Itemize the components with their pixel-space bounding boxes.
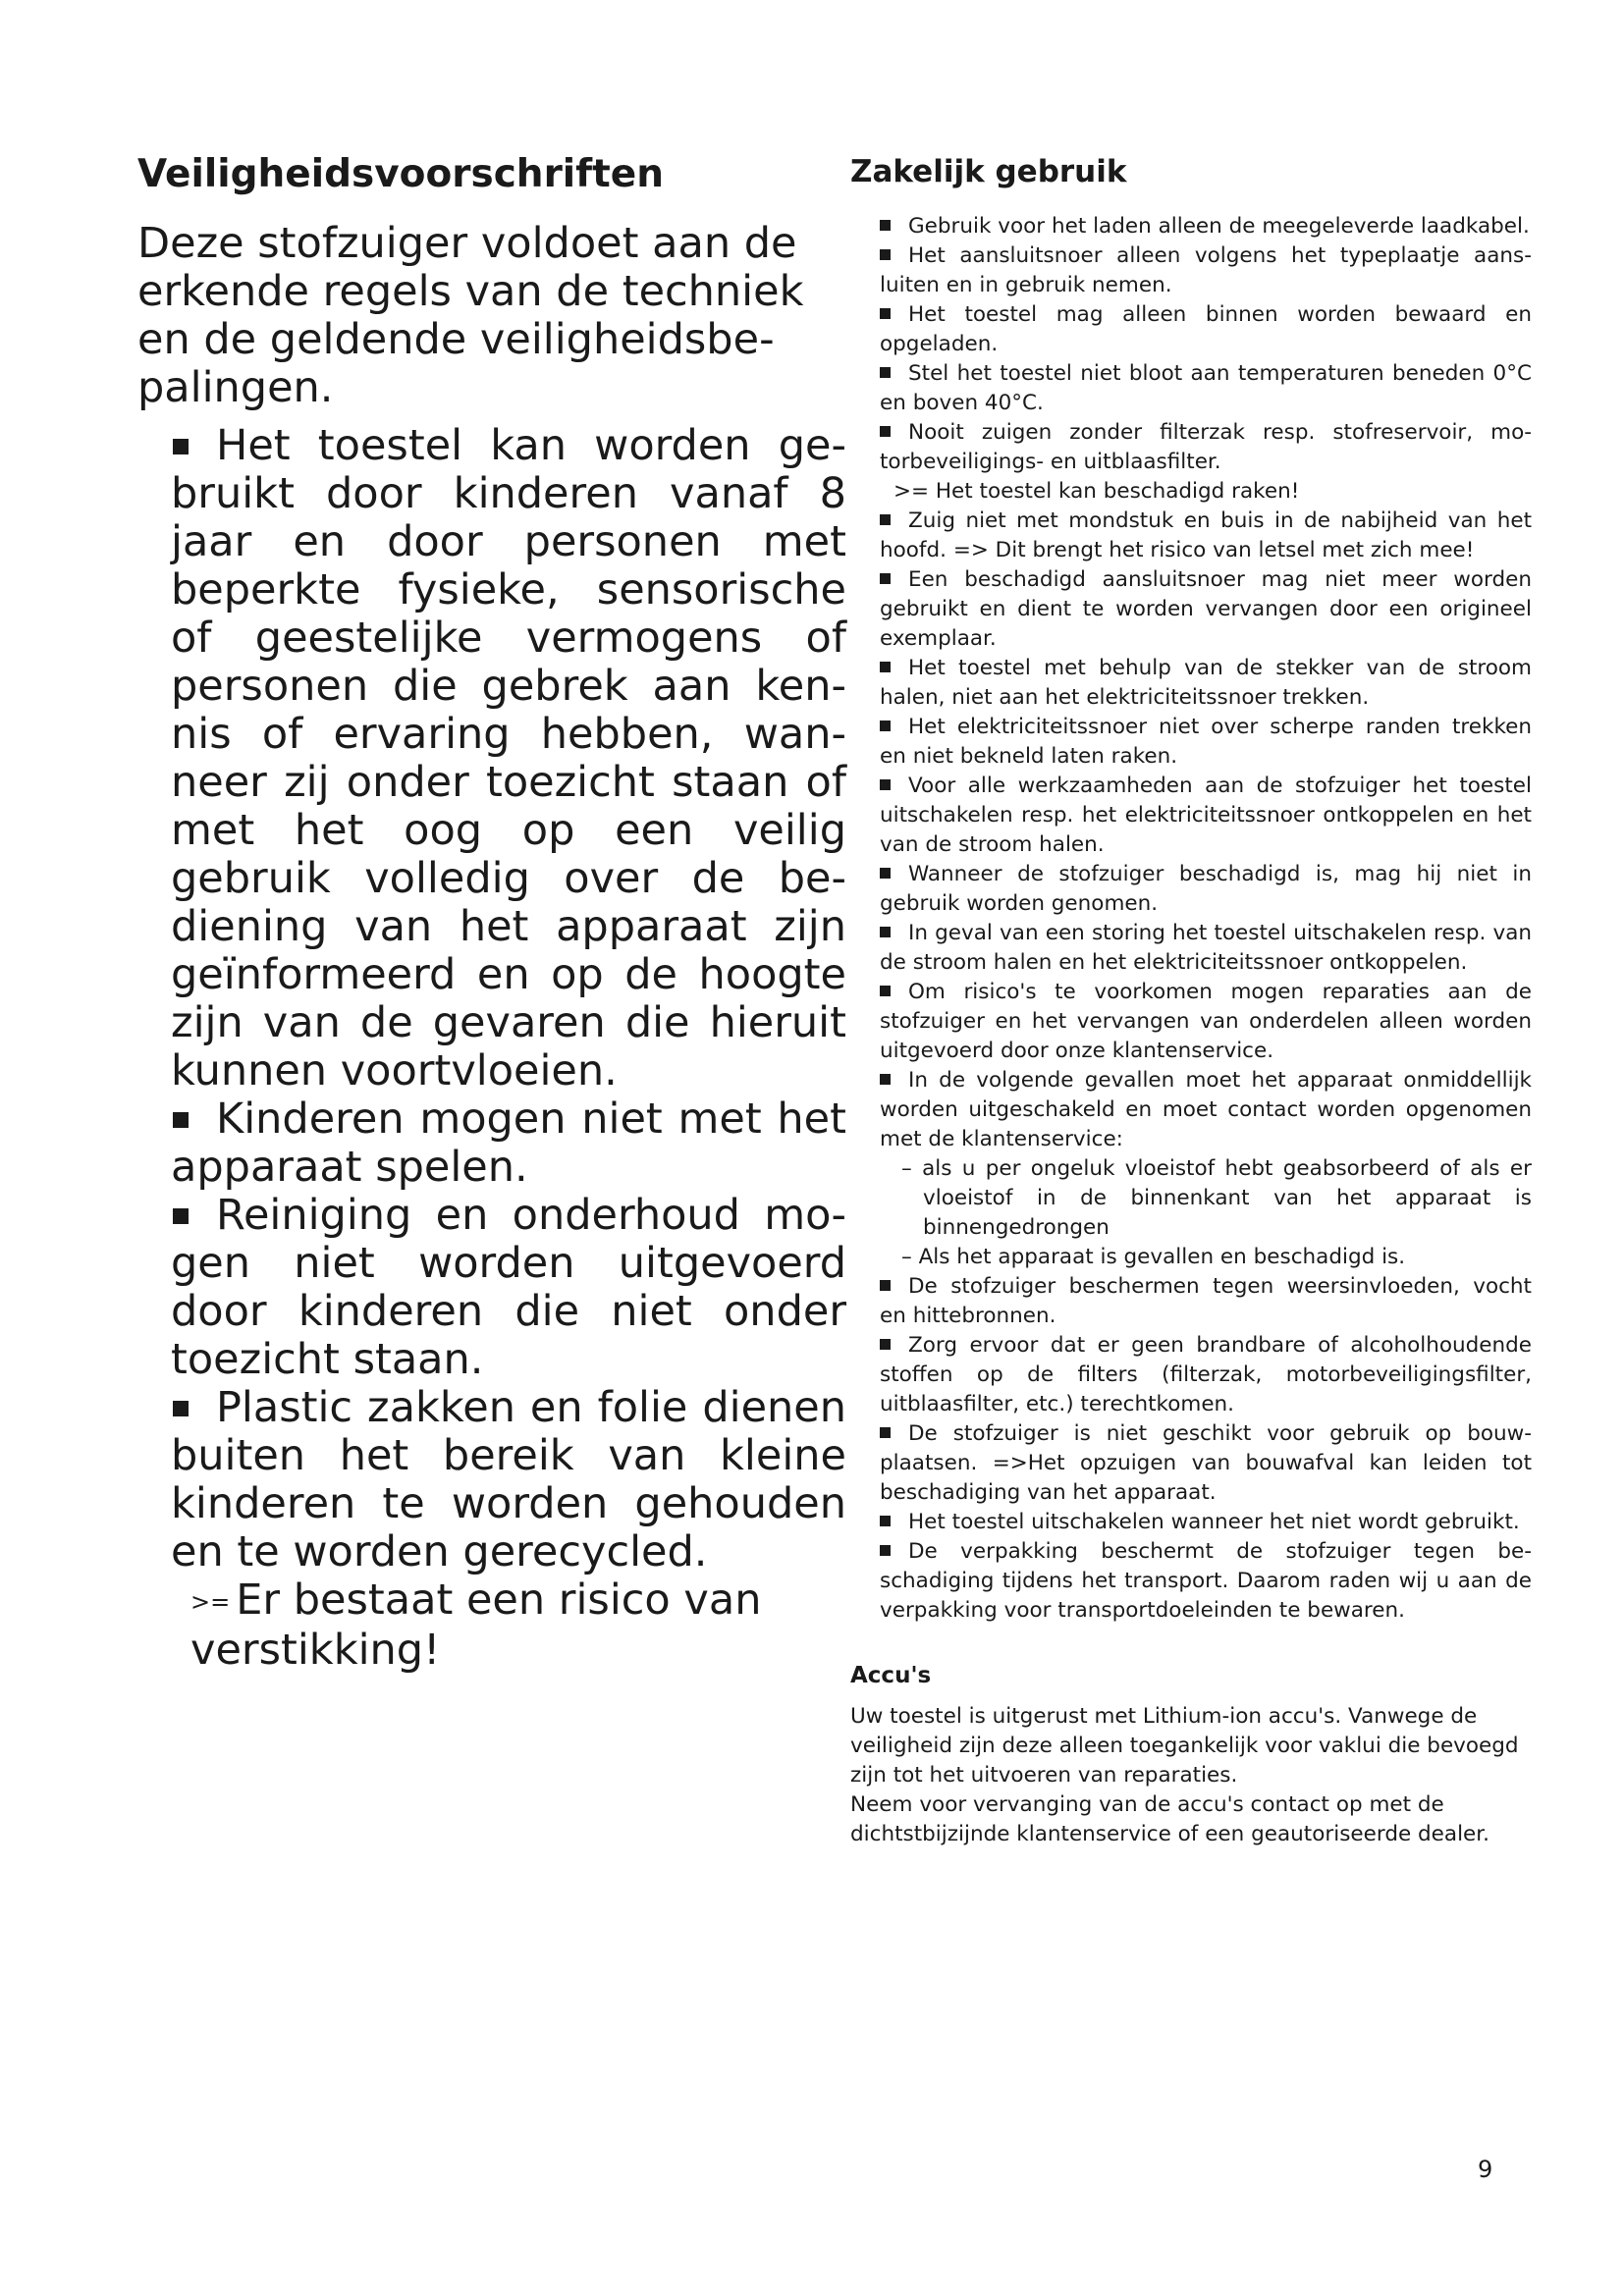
list-item: Het toestel met behulp van de stekker van de stroom halen, niet aan het elektriciteitssnoer trekken. — [880, 656, 1532, 711]
right-column — [850, 154, 1532, 1849]
warning-note: >= Er bestaat een risico van verstikking! — [190, 1575, 762, 1675]
warning-note: >= Het toestel kan beschadigd raken! — [893, 479, 1300, 505]
section-heading-business-use: Zakelijk gebruik — [850, 154, 1127, 189]
list-item: Nooit zuigen zonder filterzak resp. stofreservoir, motorbeveiligings- en uitblaasfilter. — [880, 420, 1532, 475]
list-item: Het elektriciteitssnoer niet over scherpe randen trekken en niet bekneld laten raken. — [880, 715, 1532, 770]
bullet-square-icon — [880, 721, 891, 731]
list-item: Om risico's te voorkomen mogen reparaties aan de stofzuiger en het vervangen van onderdelen alleen worden uitgevoerd door onze klantenservice. — [880, 980, 1532, 1064]
bullet-square-icon — [880, 249, 891, 260]
bullet-square-icon — [880, 1339, 891, 1350]
bullet-square-icon — [880, 1545, 891, 1556]
list-item: Wanneer de stofzuiger beschadigd is, mag hij niet in gebruik worden genomen. — [880, 862, 1532, 917]
bullet-square-icon — [173, 1401, 189, 1416]
list-item: In geval van een storing het toestel uitschakelen resp. van de stroom halen en het elektriciteitssnoer ontkoppelen. — [880, 921, 1532, 976]
section-heading-batteries: Accu's — [850, 1663, 932, 1689]
list-item: Reiniging en onderhoud mogen niet worden uitgevoerd door kinderen die niet onder toezicht staan. — [171, 1190, 846, 1384]
bullet-square-icon — [880, 779, 891, 790]
batteries-paragraph: Uw toestel is uitgerust met Lithium-ion accu's. Vanwege de veiligheid zijn deze alleen toegankelijk voor vaklui die bevoegd zijn tot het uitvoeren van reparaties. — [850, 1704, 1519, 1789]
bullet-square-icon — [173, 1112, 189, 1128]
list-item: De verpakking beschermt de stofzuiger tegen beschadiging tijdens het transport. Daarom raden wij u aan de verpakking voor transportdoeleinden te bewaren. — [880, 1539, 1532, 1624]
left-column — [137, 152, 846, 1675]
bullet-square-icon — [173, 1208, 189, 1224]
sub-list — [880, 1154, 1532, 1272]
list-item: Het aansluitsnoer alleen volgens het typeplaatje aansluiten en in gebruik nemen. — [880, 243, 1532, 298]
bullet-square-icon — [880, 986, 891, 996]
list-item: De stofzuiger beschermen tegen weersinvloeden, vocht en hittebronnen. — [880, 1274, 1532, 1329]
list-item: Kinderen mogen niet met het apparaat spelen. — [171, 1094, 846, 1192]
bullet-square-icon — [880, 868, 891, 879]
sub-list-item: – als u per ongeluk vloeistof hebt geabsorbeerd of als er vloeistof in de binnenkant van het apparaat is binnengedrongen — [901, 1156, 1532, 1241]
bullet-square-icon — [880, 426, 891, 437]
list-item: De stofzuiger is niet geschikt voor gebruik op bouwplaatsen. =>Het opzuigen van bouwafval kan leiden tot beschadiging van het apparaat. — [880, 1421, 1532, 1506]
list-item: Het toestel mag alleen binnen worden bewaard en opgeladen. — [880, 302, 1532, 357]
bullet-square-icon — [880, 573, 891, 584]
list-item: Een beschadigd aansluitsnoer mag niet meer worden gebruikt en dient te worden vervangen door een origineel exemplaar. — [880, 567, 1532, 652]
bullet-square-icon — [880, 1074, 891, 1085]
page-title: Veiligheidsvoorschriften — [137, 152, 665, 196]
bullet-square-icon — [173, 439, 189, 454]
list-item: In de volgende gevallen moet het apparaat onmiddellijk worden uitgeschakeld en moet contact worden opgenomen met de klantenservice: – als u per ongeluk vloeistof hebt geabsorbeerd of als er vloeistof in de binnenkant van het apparaat is binnengedrongen – Als het apparaat is gevallen en beschadigd is. — [880, 1066, 1532, 1272]
bullet-square-icon — [880, 927, 891, 937]
intro-paragraph: Deze stofzuiger voldoet aan de erkende regels van de techniek en de geldende veiligheidsbepalingen. — [137, 218, 804, 412]
bullet-square-icon — [880, 514, 891, 525]
business-use-list — [850, 212, 1532, 1626]
list-item: Zorg ervoor dat er geen brandbare of alcoholhoudende stoffen op de filters (filterzak, motorbeveiligingsfilter, uitblaasfilter, etc.) terechtkomen. — [880, 1333, 1532, 1417]
bullet-square-icon — [880, 220, 891, 231]
sub-list-item: – Als het apparaat is gevallen en beschadigd is. — [901, 1245, 1406, 1270]
list-item: Gebruik voor het laden alleen de meegeleverde laadkabel. — [880, 212, 1532, 241]
bullet-square-icon — [880, 367, 891, 378]
page-number: 9 — [1478, 2156, 1493, 2183]
list-item: Het toestel uitschakelen wanneer het niet wordt gebruikt. — [880, 1508, 1532, 1537]
bullet-square-icon — [880, 1516, 891, 1526]
list-item: Zuig niet met mondstuk en buis in de nabijheid van het hoofd. => Dit brengt het risico van letsel met zich mee! — [880, 508, 1532, 563]
list-item: Plastic zakken en folie dienen buiten het bereik van kleine kinderen te worden gehouden en te worden gerecycled. — [171, 1382, 846, 1576]
bullet-square-icon — [880, 308, 891, 319]
safety-list — [137, 422, 846, 1576]
batteries-paragraph: Neem voor vervanging van de accu's contact op met de dichtstbijzijnde klantenservice of een geautoriseerde dealer. — [850, 1792, 1489, 1847]
list-item: Stel het toestel niet bloot aan temperaturen beneden 0°C en boven 40°C. — [880, 361, 1532, 416]
arrow-marker: >= — [190, 1587, 231, 1616]
bullet-square-icon — [880, 1427, 891, 1438]
list-item: Voor alle werkzaamheden aan de stofzuiger het toestel uitschakelen resp. het elektriciteitssnoer ontkoppelen en het van de stroom halen. — [880, 774, 1532, 858]
bullet-square-icon — [880, 1280, 891, 1291]
bullet-square-icon — [880, 662, 891, 672]
list-item: Het toestel kan worden gebruikt door kinderen vanaf 8 jaar en door personen met beperkte fysieke, sensorische of geestelijke vermogens of personen die gebrek aan kennis of ervaring hebben, wanneer zij onder toezicht staan of met het oog op een veilig gebruik volledig over de bediening van het apparaat zijn geïnformeerd en op de hoogte zijn van de gevaren die hieruit kunnen voortvloeien. — [171, 420, 846, 1095]
